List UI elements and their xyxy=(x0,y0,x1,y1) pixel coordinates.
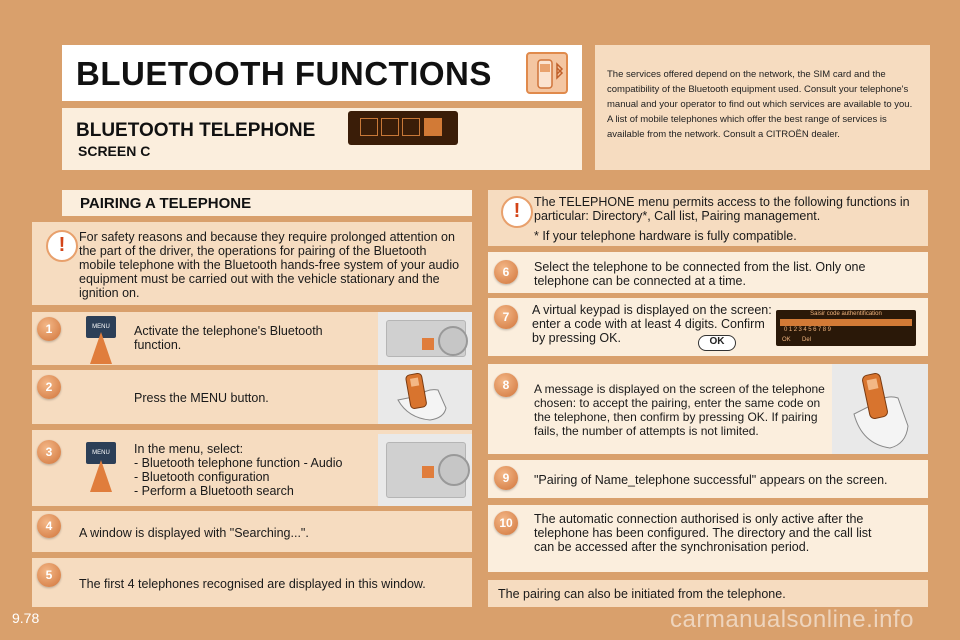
audio-unit-image xyxy=(378,312,472,365)
arrow-up-icon xyxy=(90,460,112,492)
step-text: "Pairing of Name_telephone successful" appears on the screen. xyxy=(534,473,888,487)
footnote xyxy=(534,229,914,243)
keypad-ok: OK xyxy=(782,337,791,343)
bluetooth-phone-icon xyxy=(526,52,568,94)
keypad-screen xyxy=(776,310,916,346)
step-text: Press the MENU button. xyxy=(134,391,269,405)
keypad-digit: 0 xyxy=(784,327,789,333)
step-text: The automatic connection authorised is only active after the telephone has been configured. The directory and the call list can be accessed after the synchronisation period. xyxy=(534,512,872,554)
telephone-menu-text: The TELEPHONE menu permits access to the following functions in particular: Directory*, Call list, Pairing management. xyxy=(534,195,910,223)
menu-key-icon: MENU xyxy=(86,316,116,338)
mobile-phone-in-hand-image xyxy=(832,364,928,454)
page-number: 9.78 xyxy=(12,610,40,626)
screen-c-display xyxy=(348,111,458,145)
step-10 xyxy=(488,505,928,572)
step-text xyxy=(134,442,374,498)
arrow-up-icon xyxy=(90,332,112,364)
menu-key-icon: MENU xyxy=(86,442,116,464)
pairing-heading: PAIRING A TELEPHONE xyxy=(80,195,252,212)
section-subtitle: BLUETOOTH TELEPHONE xyxy=(76,120,316,141)
keypad-del: Del xyxy=(802,337,812,343)
screen-label: SCREEN C xyxy=(78,143,151,159)
step-number: 6 xyxy=(494,260,518,284)
step-2 xyxy=(32,370,472,424)
keypad-digit: 3 xyxy=(798,327,804,333)
step-3 xyxy=(32,430,472,506)
step-text: A virtual keypad is displayed on the screen: enter a code with at least 4 digits. Confirm by pressing OK. xyxy=(532,303,772,345)
step-number: 7 xyxy=(494,305,518,329)
menu-option: - Perform a Bluetooth search xyxy=(134,484,374,498)
keypad-digit: 6 xyxy=(813,327,818,333)
keypad-screen-title: Saisir code authentification xyxy=(810,311,882,317)
step-9 xyxy=(488,460,928,498)
step-number: 8 xyxy=(494,373,518,397)
services-info-text: The services offered depend on the network, the SIM card and the compatibility of the Bluetooth equipment used. Consult your telephone's manual and your operator to find out which services are available to you. A list of mobile telephones which offer the best range of services is available from the network. Consult a CITROËN dealer. xyxy=(607,69,913,140)
step-5 xyxy=(32,558,472,607)
step-number: 3 xyxy=(37,440,61,464)
audio-unit-image xyxy=(378,434,472,506)
warning-icon: ! xyxy=(46,230,78,262)
page-title: BLUETOOTH FUNCTIONS xyxy=(76,55,492,92)
menu-option: - Bluetooth configuration xyxy=(134,470,374,484)
mobile-phone-in-hand-image xyxy=(378,370,472,424)
keypad-digit: 9 xyxy=(827,327,833,333)
step-4 xyxy=(32,511,472,552)
title-bar xyxy=(62,45,582,101)
keypad-digits xyxy=(784,327,914,333)
keypad-digit: 2 xyxy=(793,327,799,333)
watermark: carmanualsonline.info xyxy=(670,606,914,633)
ok-button-icon: OK xyxy=(698,335,736,351)
keypad-digit: 5 xyxy=(808,327,814,333)
services-info-note xyxy=(595,45,930,170)
footnote-mark: * xyxy=(534,229,539,243)
step-number: 9 xyxy=(494,466,518,490)
step-1 xyxy=(32,312,472,365)
keypad-digit: 7 xyxy=(817,327,823,333)
keypad-digit: 1 xyxy=(788,327,794,333)
menu-option: - Bluetooth telephone function - Audio xyxy=(134,456,374,470)
telephone-menu-note xyxy=(488,190,928,246)
menu-options-list xyxy=(134,456,374,498)
warning-icon: ! xyxy=(501,196,533,228)
step-text: Activate the telephone's Bluetooth function. xyxy=(134,324,323,352)
step-number: 5 xyxy=(37,563,61,587)
step-6 xyxy=(488,252,928,293)
step-text: The first 4 telephones recognised are displayed in this window. xyxy=(79,577,426,591)
step-number: 4 xyxy=(37,514,61,538)
pairing-from-phone-note xyxy=(488,580,928,607)
pairing-heading-bar xyxy=(62,190,472,216)
step-number: 2 xyxy=(37,375,61,399)
step-number: 1 xyxy=(37,317,61,341)
step-intro: In the menu, select: xyxy=(134,442,244,456)
subtitle-panel xyxy=(62,108,582,170)
step-number: 10 xyxy=(494,511,518,535)
step-text: A window is displayed with "Searching...". xyxy=(79,526,309,540)
step-text: Select the telephone to be connected from the list. Only one telephone can be connected at a time. xyxy=(534,260,866,288)
final-note-text: The pairing can also be initiated from the telephone. xyxy=(498,587,786,601)
footnote-text: If your telephone hardware is fully compatible. xyxy=(542,229,797,243)
safety-warning-text: For safety reasons and because they require prolonged attention on the part of the driver, the operations for pairing of the Bluetooth mobile telephone with the Bluetooth hands-free system of your audio equipment must be carried out with the vehicle stationary and the ignition on. xyxy=(79,230,460,300)
safety-warning xyxy=(32,222,472,305)
keypad-digit: 4 xyxy=(803,327,809,333)
keypad-digit: 8 xyxy=(822,327,828,333)
step-7 xyxy=(488,298,928,356)
step-text: A message is displayed on the screen of the telephone chosen: to accept the pairing, enter the same code on the telephone, then confirm by pressing OK. If pairing fails, the number of attempts is not limited. xyxy=(534,382,825,438)
step-8 xyxy=(488,364,928,454)
